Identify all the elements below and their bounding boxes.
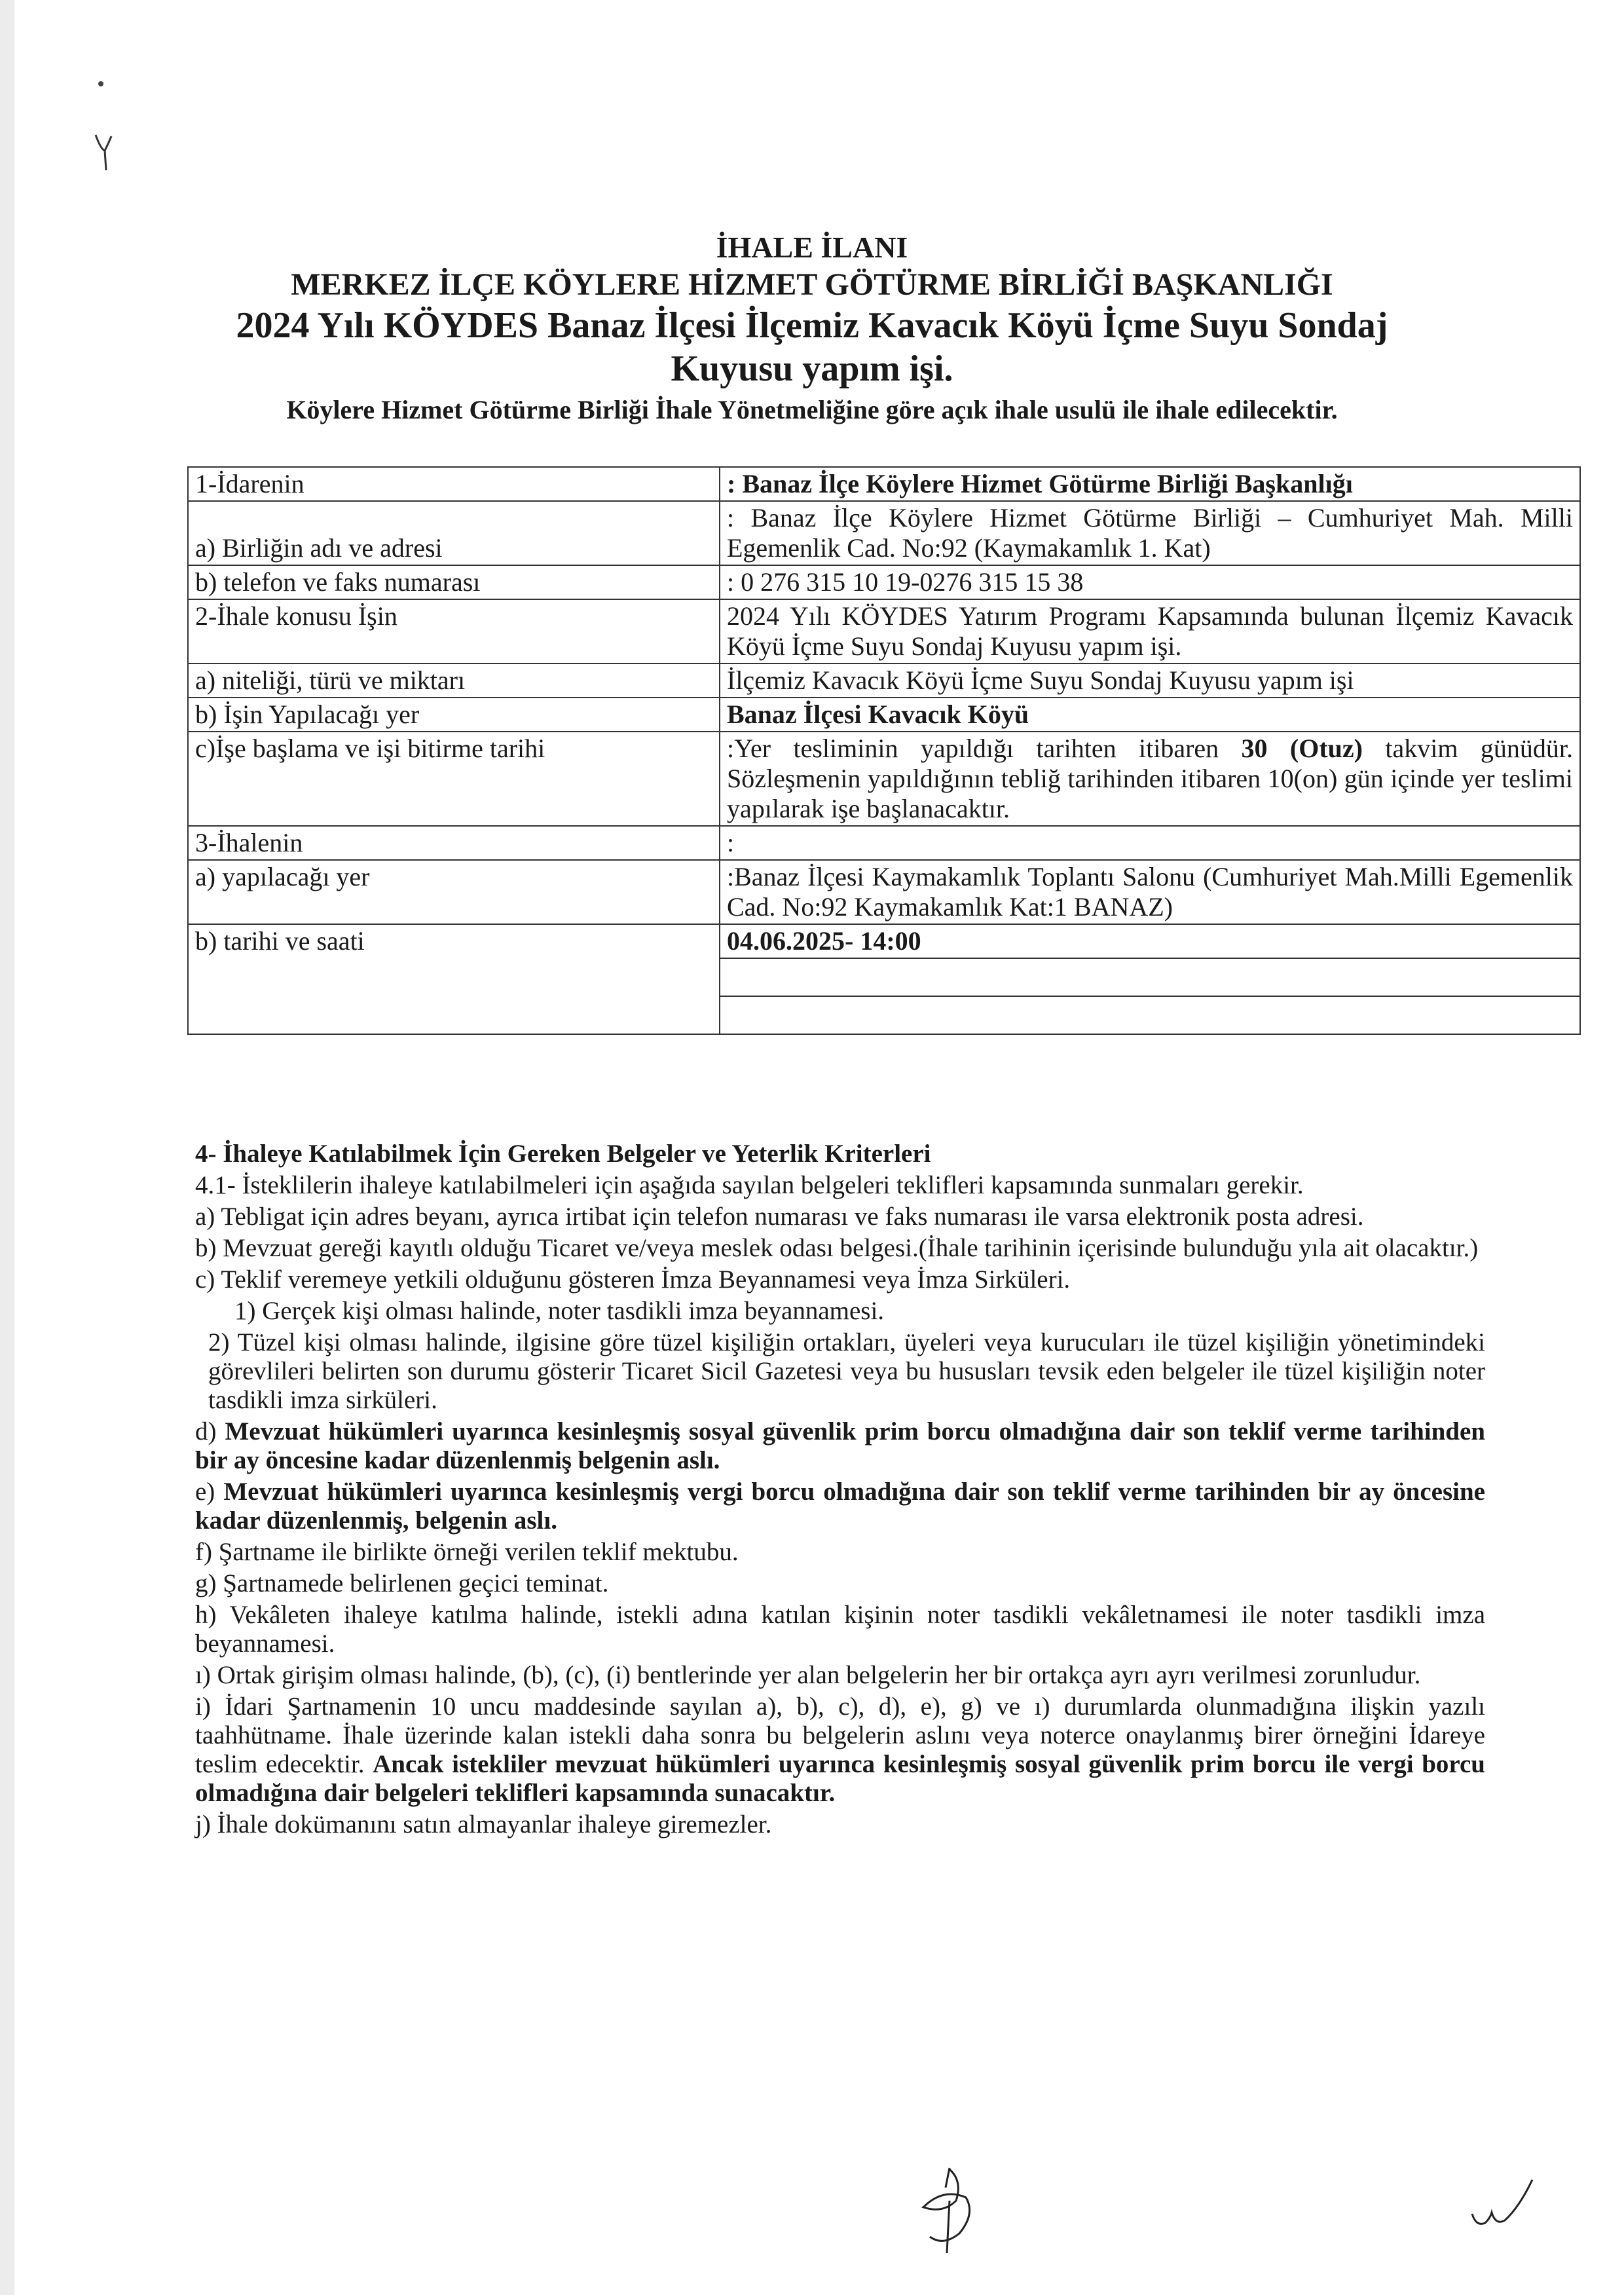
- subject-line-2: Kuyusu yapım işi.: [671, 348, 953, 389]
- row-label: a) Birliğin adı ve adresi: [188, 501, 720, 565]
- row-value: Banaz İlçesi Kavacık Köyü: [720, 698, 1580, 732]
- item-e: [195, 1478, 1485, 1535]
- item-i-dotless: ı) Ortak girişim olması halinde, (b), (c), (i) bentlerinde yer alan belgelerin her bir ortakça ayrı ayrı verilmesi zorunludur.: [195, 1661, 1421, 1689]
- procedure-line: Köylere Hizmet Götürme Birliği İhale Yönetmeliğine göre açık ihale usulü ile ihale edilecektir.: [286, 395, 1338, 424]
- table-row: [188, 860, 1580, 924]
- row-value: :Banaz İlçesi Kaymakamlık Toplantı Salonu (Cumhuriyet Mah.Milli Egemenlik Cad. No:92 Kaymakamlık Kat:1 BANAZ): [720, 860, 1580, 924]
- row-label: a) yapılacağı yer: [188, 860, 720, 924]
- notice-title: İHALE İLANI: [716, 231, 908, 264]
- item-text: i) İdari Şartnamenin 10 uncu maddesinde sayılan a), b), c), d), e), g) ve ı) durumlarda olunmadığına ilişkin yazılı taahhütname. İhale üzerinde kalan istekli daha sonra bu belgelerin aslını veya noterce onaylanmış birer örneğini İdareye teslim edecektir.: [195, 1692, 1485, 1778]
- row-label: 2-İhale konusu İşin: [188, 599, 720, 663]
- row-value: 04.06.2025- 14:00: [720, 924, 1580, 958]
- item-a: a) Tebligat için adres beyanı, ayrıca irtibat için telefon numarası ve faks numarası ile varsa elektronik posta adresi.: [195, 1203, 1364, 1231]
- table-row: [188, 565, 1580, 599]
- row-label: b) İşin Yapılacağı yer: [188, 698, 720, 732]
- row-label: b) telefon ve faks numarası: [188, 565, 720, 599]
- initials-mark: [1467, 2174, 1539, 2247]
- table-row: [188, 732, 1580, 826]
- signature-mark: [904, 2161, 995, 2260]
- paragraph-4-1: 4.1- İsteklilerin ihaleye katılabilmeleri için aşağıda sayılan belgeleri teklifleri kapsamında sunmaları gerekir.: [195, 1171, 1304, 1199]
- row-label: a) niteliği, türü ve miktarı: [188, 663, 720, 698]
- item-h: h) Vekâleten ihaleye katılma halinde, istekli adına katılan kişinin noter tasdikli vekâletnamesi ile noter tasdikli imza beyannamesi.: [195, 1601, 1485, 1658]
- item-c-1: 1) Gerçek kişi olması halinde, noter tasdikli imza beyannamesi.: [234, 1297, 885, 1325]
- row-value: :: [720, 826, 1580, 860]
- empty-cell: [720, 958, 1580, 996]
- section-heading: 4- İhaleye Katılabilmek İçin Gereken Belgeler ve Yeterlik Kriterleri: [195, 1140, 931, 1168]
- row-label: c)İşe başlama ve işi bitirme tarihi: [188, 732, 720, 826]
- eligibility-section: [195, 1140, 1485, 1842]
- scan-edge-shadow: [0, 0, 14, 2295]
- row-value: İlçemiz Kavacık Köyü İçme Suyu Sondaj Kuyusu yapım işi: [720, 663, 1580, 698]
- table-row: [188, 663, 1580, 698]
- row-label: 1-İdarenin: [188, 467, 720, 501]
- row-value: : Banaz İlçe Köylere Hizmet Götürme Birliği – Cumhuriyet Mah. Milli Egemenlik Cad. No:92 (Kaymakamlık 1. Kat): [720, 501, 1580, 565]
- item-b: b) Mevzuat gereği kayıtlı olduğu Ticaret ve/veya meslek odası belgesi.(İhale tarihinin içerisinde bulunduğu yıla ait olacaktır.): [195, 1234, 1479, 1262]
- value-bold-text: 30 (Otuz): [1241, 734, 1363, 763]
- item-c-2: 2) Tüzel kişi olması halinde, ilgisine göre tüzel kişiliğin ortakları, üyeleri veya kurucuları ile tüzel kişiliğin yönetimindeki görevlileri belirten son durumu gösterir Ticaret Sicil Gazetesi veya bu hususları tevsik eden belgeler ile tüzel kişiliğin noter tasdikli imza sirküleri.: [208, 1328, 1485, 1414]
- table-row: [188, 826, 1580, 860]
- row-value: 2024 Yılı KÖYDES Yatırım Programı Kapsamında bulunan İlçemiz Kavacık Köyü İçme Suyu Sondaj Kuyusu yapım işi.: [720, 599, 1580, 663]
- value-text: takvim günüdür. Sözleşmenin yapıldığının tebliğ tarihinden itibaren 10(on) gün içinde yer teslimi yapılarak işe başlanacaktır.: [727, 734, 1573, 823]
- row-label: 3-İhalenin: [188, 826, 720, 860]
- table-row: [188, 698, 1580, 732]
- scan-mark-icon: [92, 72, 118, 177]
- item-prefix: e): [195, 1478, 224, 1506]
- item-bold-text: Mevzuat hükümleri uyarınca kesinleşmiş vergi borcu olmadığına dair son teklif verme tarihinden bir ay öncesine kadar düzenlenmiş, belgenin aslı.: [195, 1478, 1485, 1535]
- value-text: :Yer tesliminin yapıldığı tarihten itibaren: [727, 734, 1242, 763]
- item-i: [195, 1692, 1485, 1808]
- table-row: [188, 467, 1580, 501]
- row-label: b) tarihi ve saati: [188, 924, 720, 1034]
- row-value: [720, 732, 1580, 826]
- subject-line-1: 2024 Yılı KÖYDES Banaz İlçesi İlçemiz Kavacık Köyü İçme Suyu Sondaj: [236, 305, 1388, 346]
- table-row: [188, 501, 1580, 565]
- row-value: : 0 276 315 10 19-0276 315 15 38: [720, 565, 1580, 599]
- item-j: j) İhale dokümanını satın almayanlar ihaleye giremezler.: [195, 1810, 772, 1838]
- table-row: [188, 924, 1580, 958]
- table-row: [188, 599, 1580, 663]
- item-d: [195, 1417, 1485, 1475]
- header-block: [157, 229, 1467, 427]
- item-bold-text: Mevzuat hükümleri uyarınca kesinleşmiş sosyal güvenlik prim borcu olmadığına dair son teklif verme tarihinden bir ay öncesine kadar düzenlenmiş belgenin aslı.: [195, 1417, 1485, 1474]
- item-prefix: d): [195, 1417, 225, 1446]
- item-bold-text: Ancak istekliler mevzuat hükümleri uyarınca kesinleşmiş sosyal güvenlik prim borcu ile vergi borcu olmadığına dair belgeleri teklifleri kapsamında sunacaktır.: [195, 1750, 1485, 1807]
- item-g: g) Şartnamede belirlenen geçici teminat.: [195, 1569, 609, 1597]
- empty-cell: [720, 996, 1580, 1034]
- row-value: : Banaz İlçe Köylere Hizmet Götürme Birliği Başkanlığı: [720, 467, 1580, 501]
- tender-info-table: [187, 466, 1581, 1035]
- item-f: f) Şartname ile birlikte örneği verilen teklif mektubu.: [195, 1538, 739, 1566]
- item-c: c) Teklif veremeye yetkili olduğunu gösteren İmza Beyannamesi veya İmza Sirküleri.: [195, 1265, 1071, 1294]
- authority-name: MERKEZ İLÇE KÖYLERE HİZMET GÖTÜRME BİRLİĞİ BAŞKANLIĞI: [291, 267, 1333, 302]
